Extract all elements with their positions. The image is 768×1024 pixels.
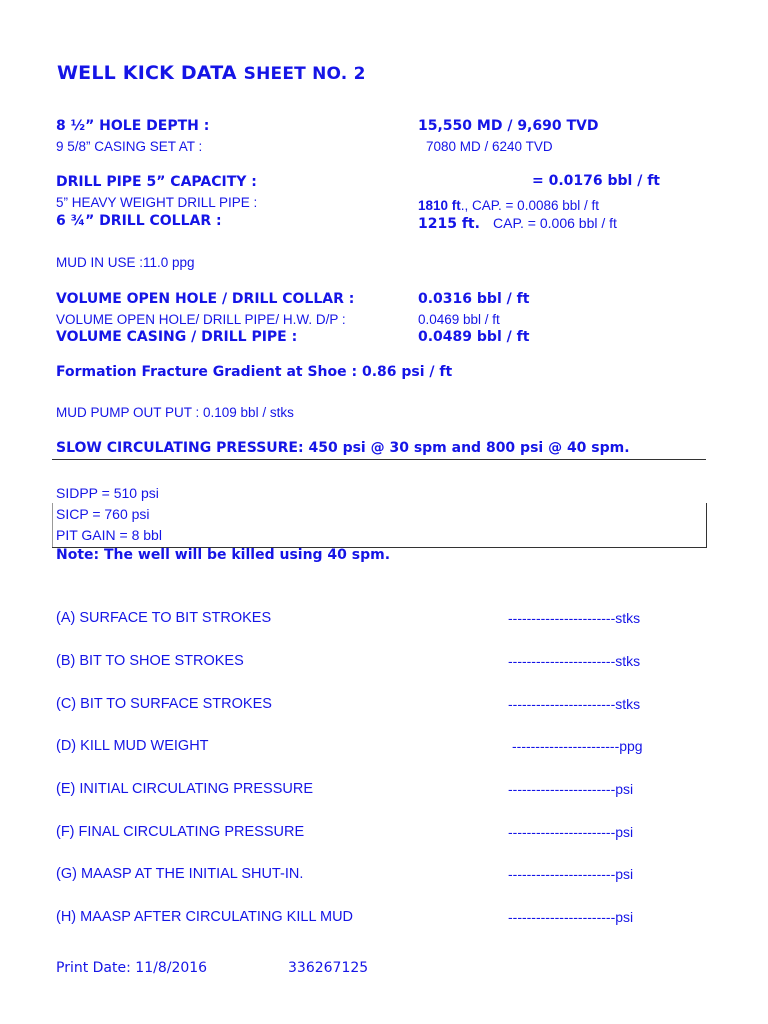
hwdp-value	[418, 195, 599, 214]
sidpp: SIDPP = 510 psi	[56, 485, 159, 501]
vol-casing-value: 0.0489 bbl / ft	[418, 329, 530, 345]
drill-pipe-value: = 0.0176 bbl / ft	[532, 173, 660, 189]
question-e-label: (E) INITIAL CIRCULATING PRESSURE	[56, 781, 314, 797]
vol-oh-dc-label: VOLUME OPEN HOLE / DRILL COLLAR :	[56, 291, 355, 307]
drill-collar-value	[418, 213, 617, 232]
slow-circulating-pressure: SLOW CIRCULATING PRESSURE: 450 psi @ 30 spm and 800 psi @ 40 spm.	[56, 440, 630, 456]
hwdp-label: 5” HEAVY WEIGHT DRILL PIPE :	[56, 195, 258, 210]
question-e-answer-blank: -----------------------psi	[508, 781, 634, 797]
question-a-answer-blank: -----------------------stks	[508, 610, 641, 626]
kick-box-right-border	[706, 503, 707, 548]
mud-in-use: MUD IN USE :11.0 ppg	[56, 255, 195, 270]
question-h-answer-blank: -----------------------psi	[508, 909, 634, 925]
sheet-title-main: WELL KICK DATA	[57, 62, 237, 84]
kick-box-left-border	[52, 503, 53, 548]
question-d-answer-blank: -----------------------ppg	[512, 738, 643, 754]
hwdp-capacity: ., CAP. = 0.0086 bbl / ft	[460, 198, 599, 213]
vol-oh-dp-label: VOLUME OPEN HOLE/ DRILL PIPE/ H.W. D/P :	[56, 312, 346, 327]
question-c-answer-blank: -----------------------stks	[508, 696, 641, 712]
hole-depth-label: 8 ½” HOLE DEPTH :	[56, 118, 210, 134]
question-g-label: (G) MAASP AT THE INITIAL SHUT-IN.	[56, 866, 304, 882]
sicp: SICP = 760 psi	[56, 506, 150, 522]
question-f-answer-blank: -----------------------psi	[508, 824, 634, 840]
drill-collar-label: 6 ¾” DRILL COLLAR :	[56, 213, 222, 229]
casing-value: 7080 MD / 6240 TVD	[426, 139, 553, 154]
question-a-label: (A) SURFACE TO BIT STROKES	[56, 610, 272, 626]
sheet-title-sub: SHEET NO. 2	[243, 64, 366, 84]
hole-depth-value: 15,550 MD / 9,690 TVD	[418, 118, 599, 134]
print-date: Print Date: 11/8/2016	[56, 960, 208, 976]
divider-line	[52, 459, 706, 460]
sheet-title	[57, 62, 366, 84]
drill-collar-capacity: CAP. = 0.006 bbl / ft	[493, 215, 617, 231]
kill-note: Note: The well will be killed using 40 spm.	[56, 547, 391, 563]
hwdp-length: 1810 ft	[418, 198, 461, 213]
question-b-answer-blank: -----------------------stks	[508, 653, 641, 669]
question-g-answer-blank: -----------------------psi	[508, 866, 634, 882]
casing-label: 9 5/8” CASING SET AT :	[56, 139, 203, 154]
question-b-label: (B) BIT TO SHOE STROKES	[56, 653, 244, 669]
question-f-label: (F) FINAL CIRCULATING PRESSURE	[56, 824, 305, 840]
question-c-label: (C) BIT TO SURFACE STROKES	[56, 696, 272, 712]
vol-oh-dp-value: 0.0469 bbl / ft	[418, 312, 500, 327]
drill-collar-length: 1215 ft.	[418, 216, 480, 232]
vol-oh-dc-value: 0.0316 bbl / ft	[418, 291, 530, 307]
fracture-gradient: Formation Fracture Gradient at Shoe : 0.86 psi / ft	[56, 364, 453, 380]
document-id: 336267125	[288, 960, 369, 976]
question-h-label: (H) MAASP AFTER CIRCULATING KILL MUD	[56, 909, 354, 925]
mud-pump-output: MUD PUMP OUT PUT : 0.109 bbl / stks	[56, 405, 294, 420]
vol-casing-label: VOLUME CASING / DRILL PIPE :	[56, 329, 298, 345]
question-d-label: (D) KILL MUD WEIGHT	[56, 738, 209, 754]
pit-gain: PIT GAIN = 8 bbl	[56, 527, 162, 543]
drill-pipe-label: DRILL PIPE 5” CAPACITY :	[56, 174, 257, 190]
